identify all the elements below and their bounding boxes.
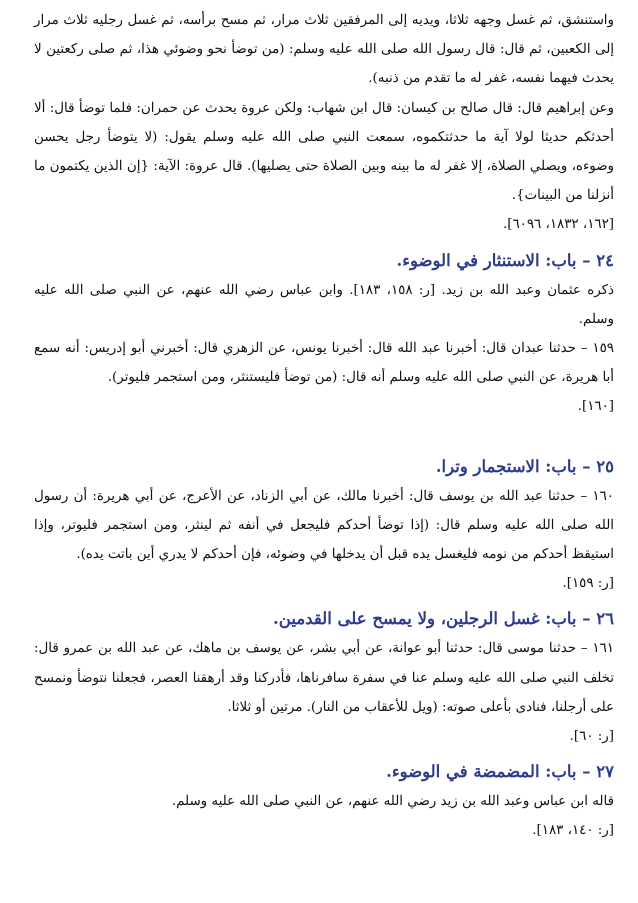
paragraph-ibrahim-narration: وعن إبراهيم قال: قال صالح بن كيسان: قال ابن شهاب: ولكن عروة يحدث عن حمران: فلما توضأ قال: ألا أحدثكم حديثا لولا آية ما حدثتكموه، سمعت النبي صلى الله عليه وسلم يقول: (لا يتوضأ رجل يحسن وضوءه، ويصلي الصلاة، إلا غفر له ما بينه وبين الصلاة حتى يصليها). قال عروة: الآية: {إن الذين يكتمون ما أنزلنا من البينات}. [34,100,614,204]
paragraph-chapter-24-intro: ذكره عثمان وعبد الله بن زيد. [ر: ١٥٨، ١٨٣]. وابن عباس رضي الله عنهم، عن النبي صلى الله عليه وسلم. [34,282,615,327]
hadith-159: ١٥٩ – حدثنا عبدان قال: أخبرنا عبد الله قال: أخبرنا يونس، عن الزهري قال: أخبرني أبو إدريس: أنه سمع أبا هريرة، عن النبي صلى الله عليه وسلم أنه قال: (من توضأ فليستنثر، ومن استجمر فليوتر). [34,341,614,386]
paragraph-chapter-27-intro: قاله ابن عباس وعبد الله بن زيد رضي الله عنهم، عن النبي صلى الله عليه وسلم. [171,794,614,810]
cross-reference: [ر: ١٤٠، ١٨٣]. [532,823,614,839]
hadith-160: ١٦٠ – حدثنا عبد الله بن يوسف قال: أخبرنا مالك، عن أبي الزناد، عن الأعرج، عن أبي هريرة: أن رسول الله صلى الله عليه وسلم قال: (إذا توضأ أحدكم فليجعل في أنفه ثم لينثر، ومن استجمر فليوتر، وإذا استيقظ أحدكم من نومه فليغسل يده قبل أن يدخلها في وضوئه، فإن أحدكم لا يدري أين باتت يده). [34,488,614,563]
cross-reference: [١٦٠]. [577,399,614,415]
cross-reference: [ر: ٦٠]. [569,729,614,745]
chapter-heading-24: ٢٤ – باب: الاستنثار في الوضوء. [396,250,614,270]
chapter-heading-27: ٢٧ – باب: المضمضة في الوضوء. [386,762,614,782]
cross-reference: [ر: ١٥٩]. [562,576,614,592]
paragraph-ablution-hadith: واستنشق، ثم غسل وجهه ثلاثا، ويديه إلى المرفقين ثلاث مرار، ثم مسح برأسه، ثم غسل رجليه ثلاث مرار إلى الكعبين، ثم قال: قال رسول الله صلى الله عليه وسلم: (من توضأ نحو وضوئي هذا، ثم صلى ركعتين لا يحدث فيهما نفسه، غفر له ما تقدم من ذنبه). [34,13,614,87]
cross-reference: [١٦٢، ١٨٣٢، ٦٠٩٦]. [502,217,614,233]
chapter-heading-25: ٢٥ – باب: الاستجمار وترا. [435,456,614,476]
hadith-161: ١٦١ – حدثنا موسى قال: حدثنا أبو عوانة، عن أبي بشر، عن يوسف بن ماهك، عن عبد الله بن عمرو قال: تخلف النبي صلى الله عليه وسلم عنا في سفرة سافرناها، فأدركنا وقد أرهقنا العصر، فجعلنا نتوضأ ونمسح على أرجلنا، فنادى بأعلى صوته: (ويل للأعقاب من النار). مرتين أو ثلاثا. [34,641,614,715]
page-content [34,6,614,846]
chapter-heading-26: ٢٦ – باب: غسل الرجلين، ولا يمسح على القدمين. [273,609,614,629]
